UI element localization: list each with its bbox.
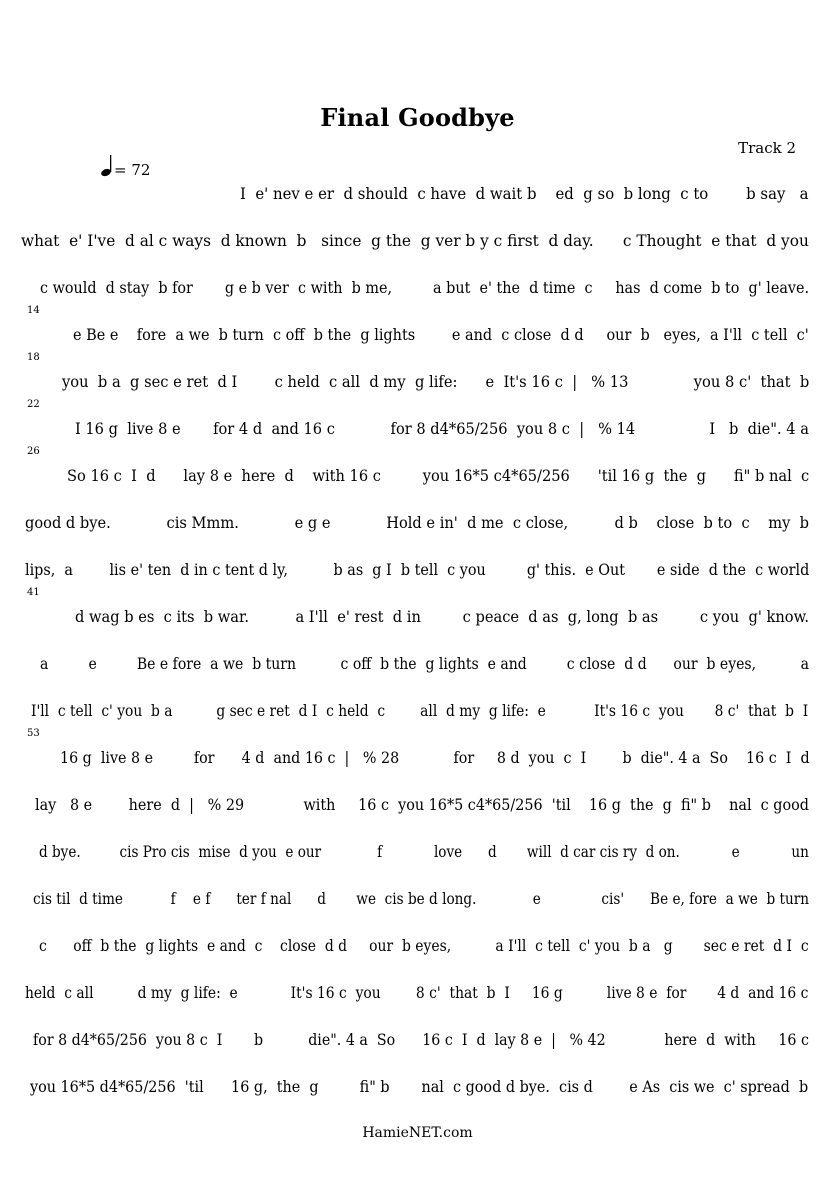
lyric-text: c would d stay b for g e b ver c with b me, a but e' the d time c has d come b to g' leave. bbox=[40, 278, 810, 297]
lyric-line bbox=[0, 701, 835, 721]
lyric-line bbox=[0, 607, 835, 627]
lyric-text: for 8 d4*65/256 you 8 c I b die". 4 a So 16 c I d lay 8 e | % 42 here d with 16 c bbox=[33, 1030, 809, 1049]
lyric-line bbox=[0, 513, 835, 533]
lyric-line bbox=[0, 419, 835, 439]
lyric-text: 16 g live 8 e for 4 d and 16 c | % 28 for 8 d you c I b die". 4 a So 16 c I d bbox=[60, 748, 810, 767]
lyric-line bbox=[0, 278, 835, 298]
lyric-line bbox=[0, 1030, 835, 1050]
lyric-line bbox=[0, 325, 835, 345]
lyric-text: So 16 c I d lay 8 e here d with 16 c you 16*5 c4*65/256 'til 16 g the g fi" b nal c bbox=[67, 466, 810, 485]
lyric-line bbox=[0, 560, 835, 580]
lyric-text: cis til d time f e f ter f nal d we cis be d long. e cis' Be e, fore a we b turn bbox=[33, 889, 810, 908]
lyric-text: you b a g sec e ret d I c held c all d my g life: e It's 16 c | % 13 you 8 c' that b bbox=[62, 372, 810, 391]
lyric-text: e Be e fore a we b turn c off b the g lights e and c close d d our b eyes, a I'll c tell c' bbox=[73, 325, 809, 344]
lyric-text: I'll c tell c' you b a g sec e ret d I c held c all d my g life: e It's 16 c you 8 c' that b I bbox=[31, 701, 809, 720]
lyric-line bbox=[0, 654, 835, 674]
lyric-text: lips, a lis e' ten d in c tent d ly, b as g I b tell c you g' this. e Out e side d the c world bbox=[25, 560, 810, 579]
lyric-line bbox=[0, 1077, 835, 1097]
lyric-text: good d bye. cis Mmm. e g e Hold e in' d me c close, d b close b to c my b bbox=[25, 513, 809, 532]
lyric-text: a e Be e fore a we b turn c off b the g lights e and c close d d our b eyes, a bbox=[40, 654, 809, 673]
footer-credit: HamieNET.com bbox=[362, 1125, 473, 1141]
track-label: Track 2 bbox=[738, 139, 796, 157]
lyric-line bbox=[0, 983, 835, 1003]
tempo-value: = 72 bbox=[114, 161, 151, 179]
lyric-text: held c all d my g life: e It's 16 c you 8 c' that b I 16 g live 8 e for 4 d and 16 c bbox=[25, 983, 809, 1002]
lyric-text: you 16*5 d4*65/256 'til 16 g, the g fi" b nal c good d bye. cis d e As cis we c' spread b bbox=[30, 1077, 809, 1096]
lyric-line bbox=[0, 372, 835, 392]
page-title: Final Goodbye bbox=[320, 103, 515, 132]
lyric-line bbox=[0, 842, 835, 862]
lyric-text: what e' I've d al c ways d known b since g the g ver b y c first d day. c Thought e that d you bbox=[21, 231, 809, 250]
lyric-line bbox=[0, 231, 835, 251]
lyric-line bbox=[0, 889, 835, 909]
lyric-line bbox=[0, 466, 835, 486]
lyric-text: d bye. cis Pro cis mise d you e our f love d will d car cis ry d on. e un bbox=[39, 842, 809, 861]
lyric-text: I 16 g live 8 e for 4 d and 16 c for 8 d4*65/256 you 8 c | % 14 I b die". 4 a bbox=[75, 419, 809, 438]
quarter-note-icon bbox=[100, 153, 114, 177]
lyric-text: c off b the g lights e and c close d d our b eyes, a I'll c tell c' you b a g sec e ret d I c bbox=[39, 936, 809, 955]
lyric-line bbox=[0, 748, 835, 768]
measure-number: 41 bbox=[27, 587, 40, 598]
lyric-line bbox=[0, 795, 835, 815]
measure-number: 26 bbox=[27, 446, 40, 457]
lyric-line bbox=[0, 936, 835, 956]
lyric-text: I e' nev e er d should c have d wait b ed g so b long c to b say a bbox=[240, 184, 809, 203]
lyric-line bbox=[0, 184, 835, 204]
lyric-text: d wag b es c its b war. a I'll e' rest d in c peace d as g, long b as c you g' know. bbox=[75, 607, 809, 626]
measure-number: 53 bbox=[27, 728, 40, 739]
measure-number: 14 bbox=[27, 305, 40, 316]
lyric-text: lay 8 e here d | % 29 with 16 c you 16*5 c4*65/256 'til 16 g the g fi" b nal c good bbox=[35, 795, 809, 814]
measure-number: 18 bbox=[27, 352, 40, 363]
measure-number: 22 bbox=[27, 399, 40, 410]
